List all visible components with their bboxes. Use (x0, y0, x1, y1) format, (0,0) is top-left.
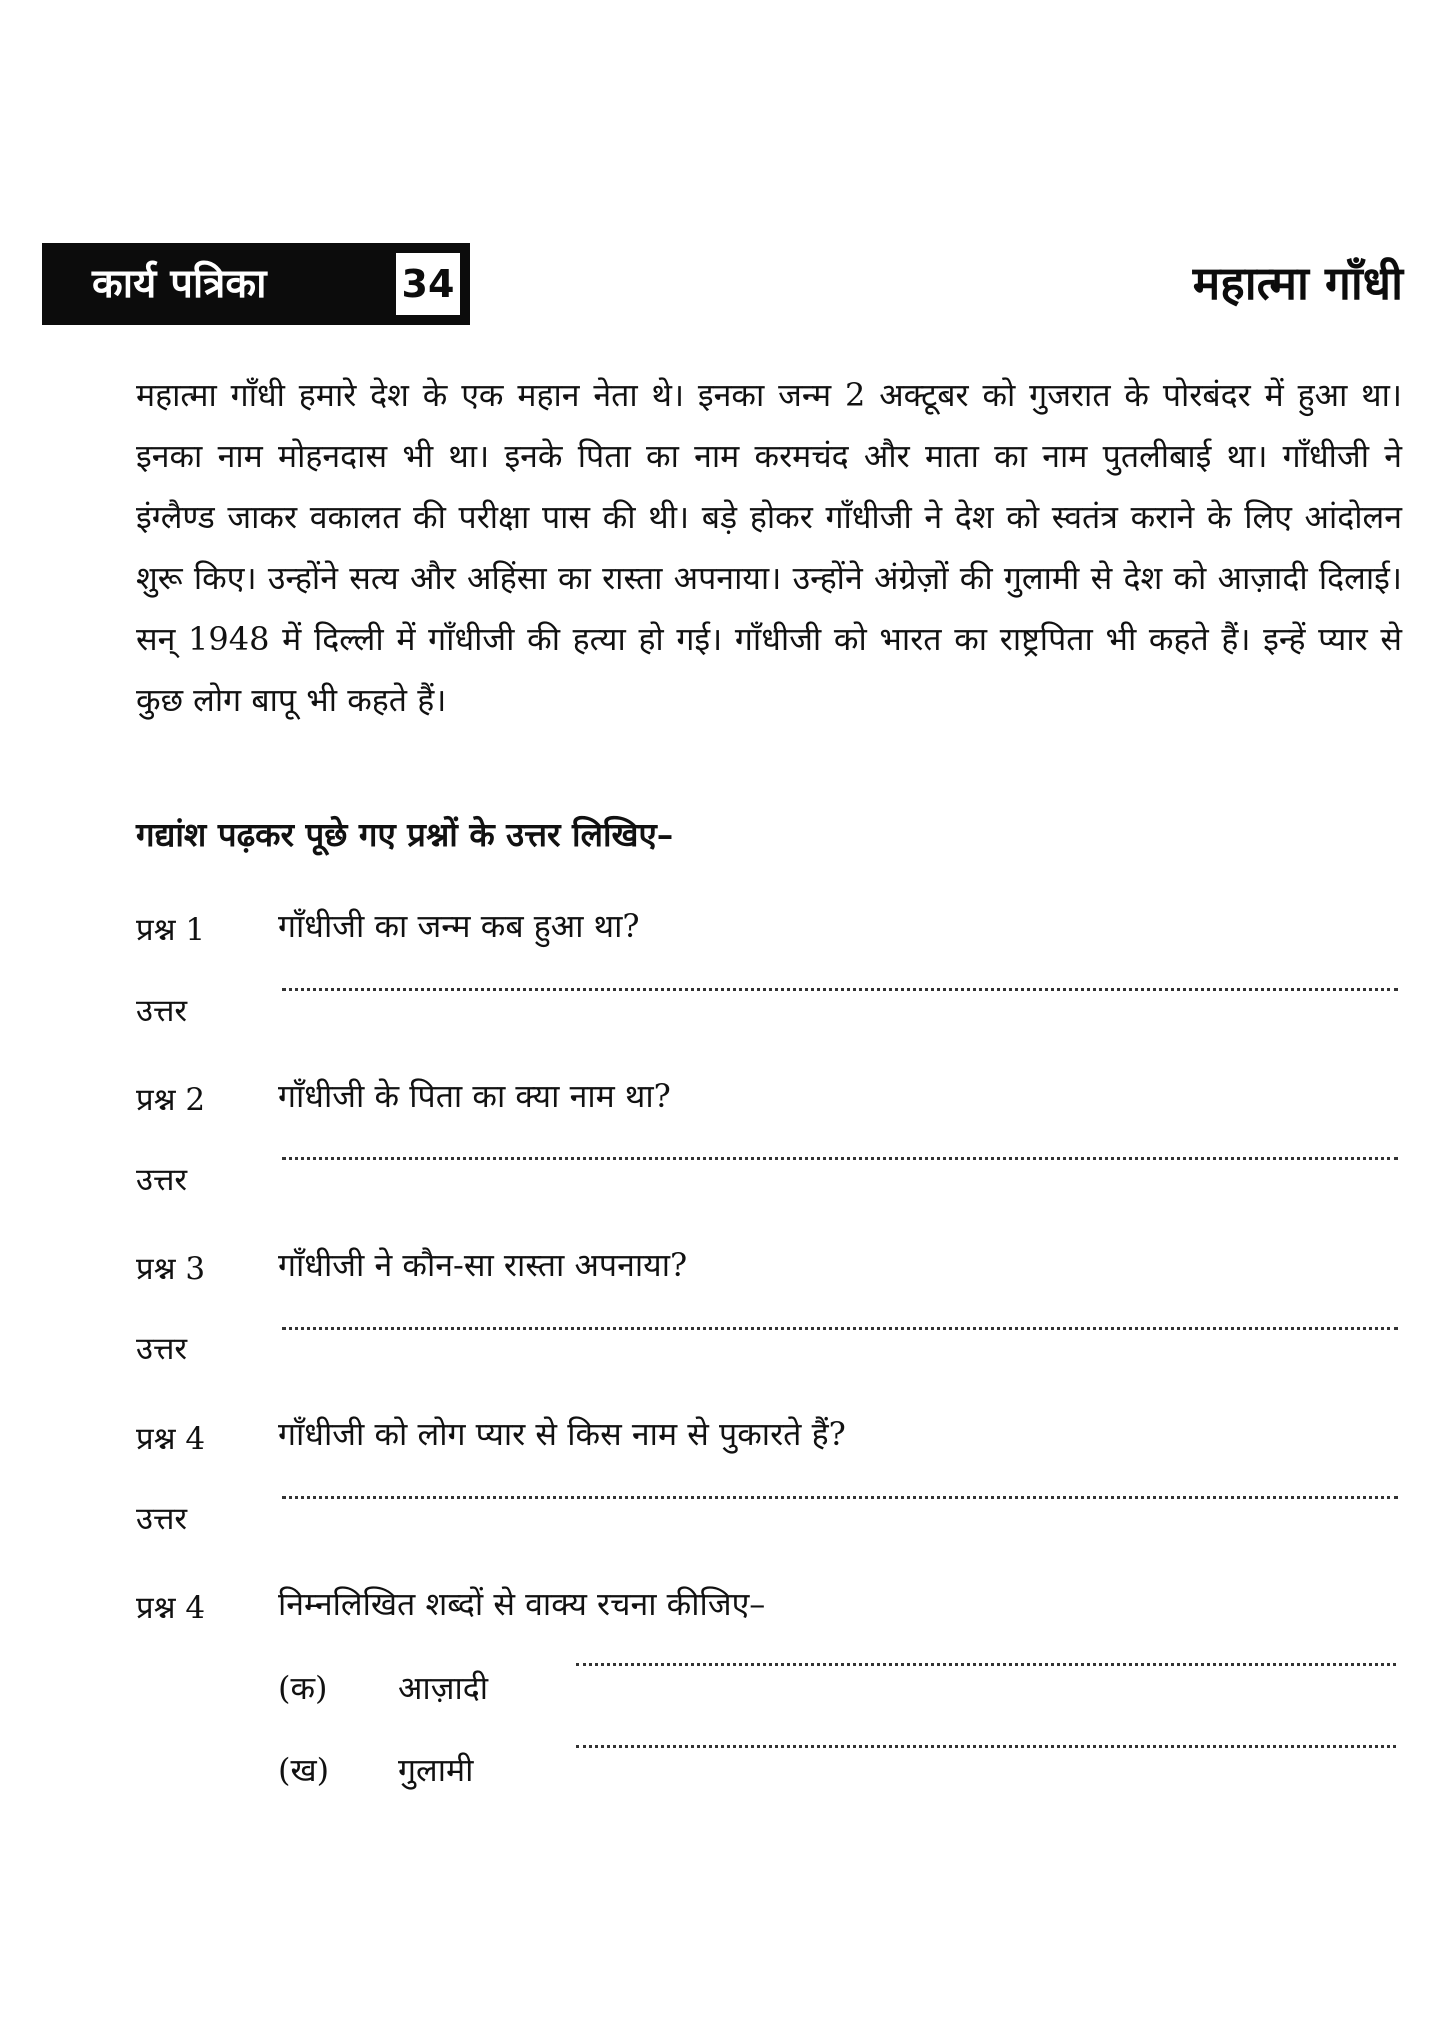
worksheet-label: कार्य पत्रिका (92, 261, 267, 307)
sentence-b-line[interactable] (576, 1745, 1396, 1748)
answer-3-label: उत्तर (136, 1331, 188, 1367)
answer-4-line[interactable] (282, 1496, 1398, 1499)
answer-3-line[interactable] (282, 1327, 1398, 1330)
sentence-task-label: प्रश्न 4 (136, 1590, 206, 1626)
question-2-label: प्रश्न 2 (136, 1082, 206, 1118)
question-3-label: प्रश्न 3 (136, 1251, 206, 1287)
sheet-number-badge: 34 (393, 250, 463, 318)
question-2-text: गाँधीजी के पिता का क्या नाम था? (278, 1077, 671, 1115)
page-title: महात्मा गाँधी (1192, 256, 1403, 310)
instruction-heading: गद्यांश पढ़कर पूछे गए प्रश्नों के उत्तर लिखिए– (136, 815, 674, 854)
question-1-text: गाँधीजी का जन्म कब हुआ था? (278, 907, 640, 945)
sentence-a-line[interactable] (576, 1663, 1396, 1666)
sentence-task-text: निम्नलिखित शब्दों से वाक्य रचना कीजिए– (278, 1585, 766, 1623)
answer-1-line[interactable] (282, 988, 1398, 991)
question-3-text: गाँधीजी ने कौन-सा रास्ता अपनाया? (278, 1246, 688, 1284)
sentence-a-word: आज़ादी (398, 1669, 489, 1707)
question-1-label: प्रश्न 1 (136, 912, 206, 948)
answer-4-label: उत्तर (136, 1501, 188, 1537)
question-4-label: प्रश्न 4 (136, 1421, 206, 1457)
answer-2-label: उत्तर (136, 1162, 188, 1198)
reading-passage: महात्मा गाँधी हमारे देश के एक महान नेता थे। इनका जन्म 2 अक्टूबर को गुजरात के पोरबंदर में हुआ था। इनका नाम मोहनदास भी था। इनके पिता का नाम करमचंद और माता का नाम पुतलीबाई था। गाँधीजी ने इंग्लैण्ड जाकर वकालत की परीक्षा पास की थी। बड़े होकर गाँधीजी ने देश को स्वतंत्र कराने के लिए आंदोलन शुरू किए। उन्होंने सत्य और अहिंसा का रास्ता अपनाया। उन्होंने अंग्रेज़ों की गुलामी से देश को आज़ादी दिलाई। सन् 1948 में दिल्ली में गाँधीजी की हत्या हो गई। गाँधीजी को भारत का राष्ट्रपिता भी कहते हैं। इन्हें प्यार से कुछ लोग बापू भी कहते हैं। (136, 376, 1402, 719)
answer-2-line[interactable] (282, 1157, 1398, 1160)
sentence-b-word: गुलामी (398, 1751, 474, 1789)
question-4-text: गाँधीजी को लोग प्यार से किस नाम से पुकारते हैं? (278, 1415, 846, 1453)
answer-1-label: उत्तर (136, 993, 188, 1029)
sentence-a-marker: (क) (278, 1669, 328, 1707)
sentence-b-marker: (ख) (278, 1751, 330, 1789)
